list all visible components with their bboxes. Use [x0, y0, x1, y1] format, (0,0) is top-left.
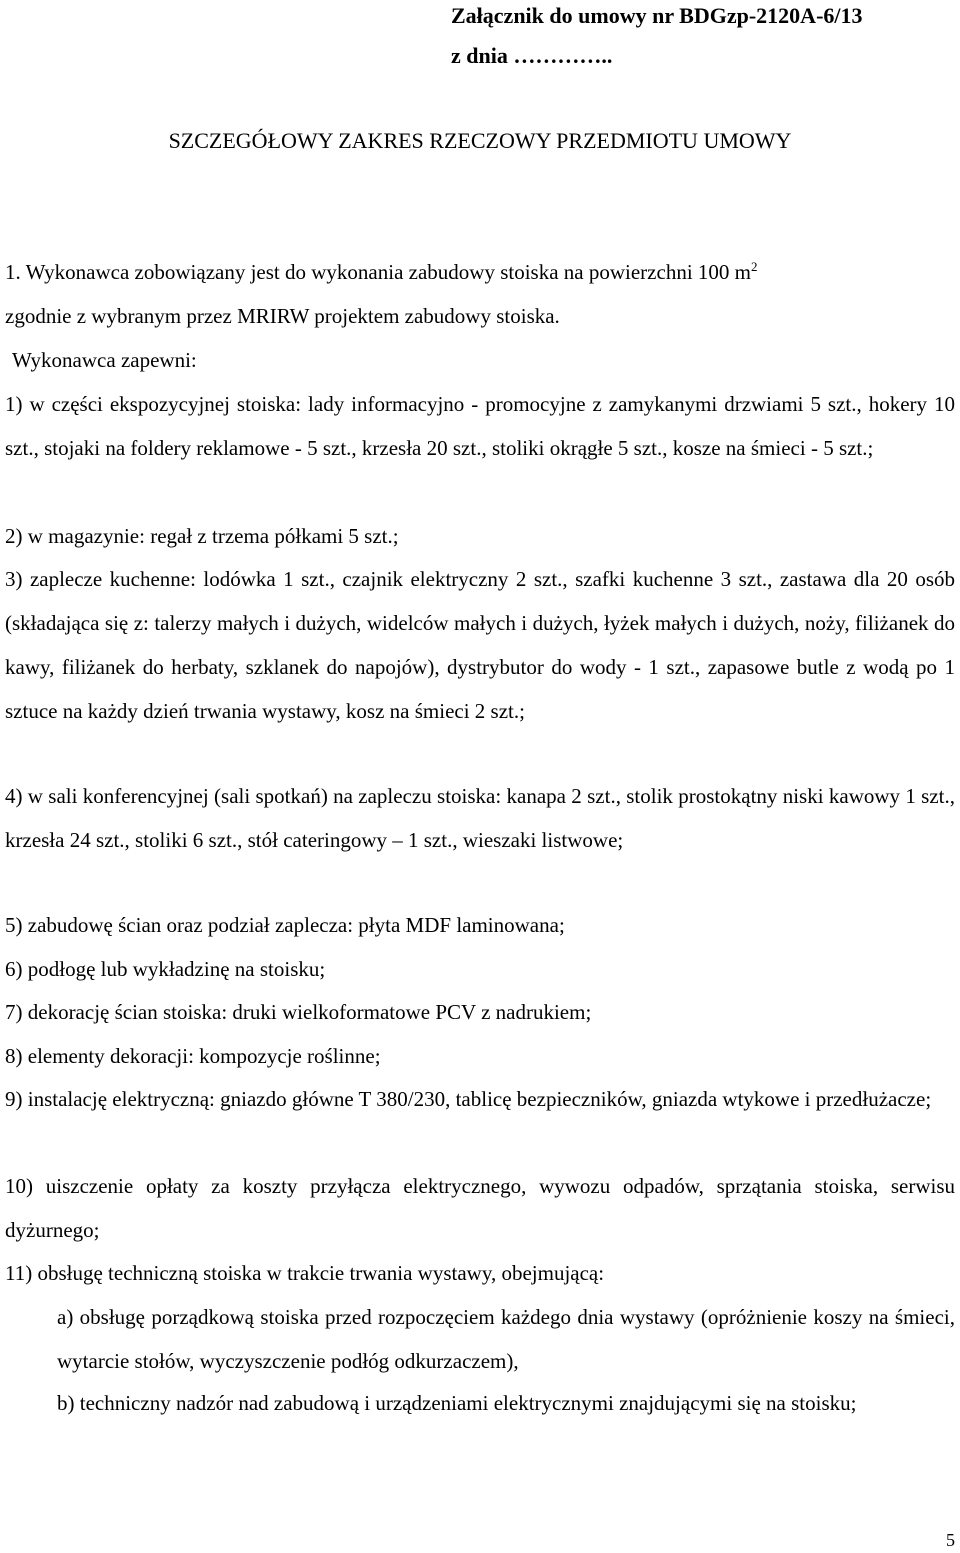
- item-1: 1) w części ekspozycyjnej stoiska: lady informacyjno - promocyjne z zamykanymi drzwiami 5 szt., hokery 10 szt., stojaki na foldery reklamowe - 5 szt., krzesła 20 szt., stoliki okrągłe 5 szt., kosze na śmieci - 5 szt.;: [5, 392, 955, 460]
- intro-line-1: [5, 250, 955, 294]
- item-3: 3) zaplecze kuchenne: lodówka 1 szt., czajnik elektryczny 2 szt., szafki kuchenne 3 szt., zastawa dla 20 osób (składająca się z: talerzy małych i dużych, widelców małych i dużych, łyżek małych i dużych, noży, filiżanek do kawy, filiżanek do herbaty, szklanek do napojów), dystrybutor do wody - 1 szt., zapasowe butle z wodą po 1 sztuce na każdy dzień trwania wystawy, kosz na śmieci 2 szt.;: [5, 567, 955, 723]
- intro-line-2: zgodnie z wybranym przez MRIRW projektem zabudowy stoiska.: [5, 304, 560, 328]
- item-11: 11) obsługę techniczną stoiska w trakcie trwania wystawy, obejmującą:: [5, 1261, 605, 1285]
- page-number: 5: [946, 1530, 955, 1550]
- item-11-a: a) obsługę porządkową stoiska przed rozpoczęciem każdego dnia wystawy (opróżnienie koszy na śmieci, wytarcie stołów, wyczyszczenie podłóg odkurzaczem),: [57, 1305, 955, 1373]
- area-unit-superscript: 2: [750, 259, 758, 274]
- item-11-b: b) techniczny nadzór nad zabudową i urządzeniami elektrycznymi znajdującymi się na stoisku;: [57, 1391, 857, 1415]
- item-9: 9) instalację elektryczną: gniazdo główne T 380/230, tablicę bezpieczników, gniazda wtykowe i przedłużacze;: [5, 1087, 932, 1111]
- item-10: 10) uiszczenie opłaty za koszty przyłącza elektrycznego, wywozu odpadów, sprzątania stoiska, serwisu dyżurnego;: [5, 1174, 955, 1242]
- item-8: 8) elementy dekoracji: kompozycje roślinne;: [5, 1044, 381, 1068]
- item-2: 2) w magazynie: regał z trzema półkami 5 szt.;: [5, 524, 399, 548]
- item-4: 4) w sali konferencyjnej (sali spotkań) na zapleczu stoiska: kanapa 2 szt., stolik prostokątny niski kawowy 1 szt., krzesła 24 szt., stoliki 6 szt., stół cateringowy – 1 szt., wieszaki listwowe;: [5, 784, 955, 852]
- item-7: 7) dekorację ścian stoiska: druki wielkoformatowe PCV z nadrukiem;: [5, 1000, 592, 1024]
- intro-line-1-text: 1. Wykonawca zobowiązany jest do wykonania zabudowy stoiska na powierzchni 100 m: [5, 260, 751, 284]
- page-title: SZCZEGÓŁOWY ZAKRES RZECZOWY PRZEDMIOTU UMOWY: [168, 128, 792, 153]
- item-6: 6) podłogę lub wykładzinę na stoisku;: [5, 957, 326, 981]
- annex-date: z dnia …………..: [451, 43, 613, 68]
- intro-line-3: Wykonawca zapewni:: [12, 348, 197, 372]
- item-5: 5) zabudowę ścian oraz podział zaplecza: płyta MDF laminowana;: [5, 913, 565, 937]
- annex-title: Załącznik do umowy nr BDGzp-2120A-6/13: [451, 3, 863, 28]
